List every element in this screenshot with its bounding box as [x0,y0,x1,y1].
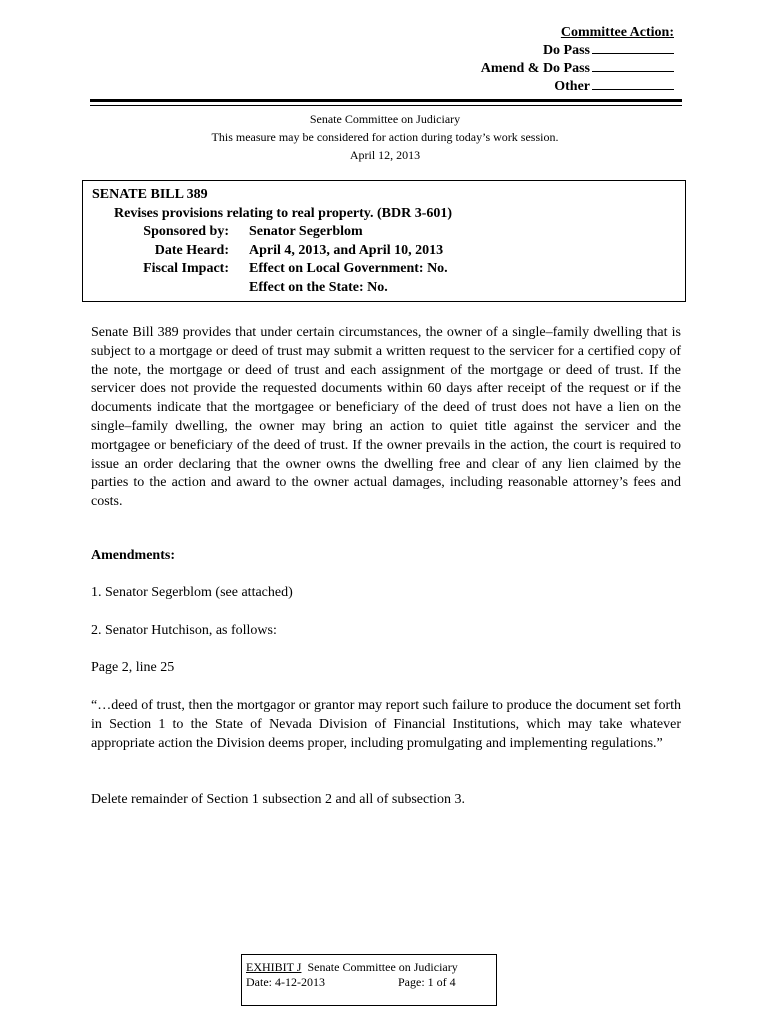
divider-thin [90,105,682,106]
committee-name: Senate Committee on Judiciary [309,112,461,126]
bill-number: SENATE BILL 389 [92,187,208,202]
page-line-reference: Page 2, line 25 [91,660,175,675]
bill-description: Revises provisions relating to real property. (BDR 3-601) [114,206,453,221]
amendment-quote: “…deed of trust, then the mortgagor or grantor may report such failure to produce the document set forth in Section 1 to the State of Nevada Division of Financial Institutions, which may take whatever appropriate action the Division deems proper, including promulgating and implementing regulations.” [91,698,681,751]
divider-thick [90,99,682,102]
amendment-item-2: 2. Senator Hutchison, as follows: [91,623,277,638]
amendments-heading: Amendments: [91,548,175,563]
option-do-pass: Do Pass [374,41,674,59]
fiscal-state-value: Effect on the State: No. [249,280,388,295]
blank-line [592,77,674,90]
date-heard-label: Date Heard: [154,243,229,258]
fiscal-impact-label: Fiscal Impact: [143,261,229,276]
date-heard-value: April 4, 2013, and April 10, 2013 [249,243,444,258]
sponsored-by-value: Senator Segerblom [249,224,363,239]
blank-line [592,59,674,72]
exhibit-row-1 [246,959,458,975]
bill-info-box [82,180,686,302]
exhibit-page: Page: 1 of 4 [398,975,456,989]
work-session-note: This measure may be considered for action during today’s work session. [211,130,559,144]
header-date: April 12, 2013 [349,148,421,162]
sponsored-by-label: Sponsored by: [143,224,229,239]
document-header [0,110,770,164]
exhibit-date: Date: 4-12-2013 [246,975,325,989]
exhibit-box [241,954,497,1006]
blank-line [592,41,674,54]
amendment-item-1: 1. Senator Segerblom (see attached) [91,585,293,600]
bill-summary: Senate Bill 389 provides that under certain circumstances, the owner of a single–family dwelling that is subject to a mortgage or deed of trust may submit a written request to the servicer for a certified copy of the note, the mortgage or deed of trust and each assignment of the mortgage or deed of trust. If the servicer does not provide the requested documents within 60 days after receipt of the request or if the documents indicate that the mortgagee or beneficiary of the deed of trust does not have a lien on the single–family dwelling, the owner may bring an action to quiet title against the servicer and the mortgagee or beneficiary of the deed of trust. If the owner prevails in the action, the court is required to issue an order declaring that the owner owns the dwelling free and clear of any lien claimed by the parties to the action and award to the owner actual damages, including reasonable attorney’s fees and costs. [91,325,681,510]
committee-action-title: Committee Action: [560,25,674,40]
exhibit-committee: Senate Committee on Judiciary [307,960,458,974]
exhibit-label: EXHIBIT J [246,960,302,974]
committee-action-block [374,24,674,95]
option-other: Other [374,77,674,95]
delete-instruction: Delete remainder of Section 1 subsection 2 and all of subsection 3. [91,792,466,807]
fiscal-local-value: Effect on Local Government: No. [249,261,448,276]
option-amend-do-pass: Amend & Do Pass [374,59,674,77]
